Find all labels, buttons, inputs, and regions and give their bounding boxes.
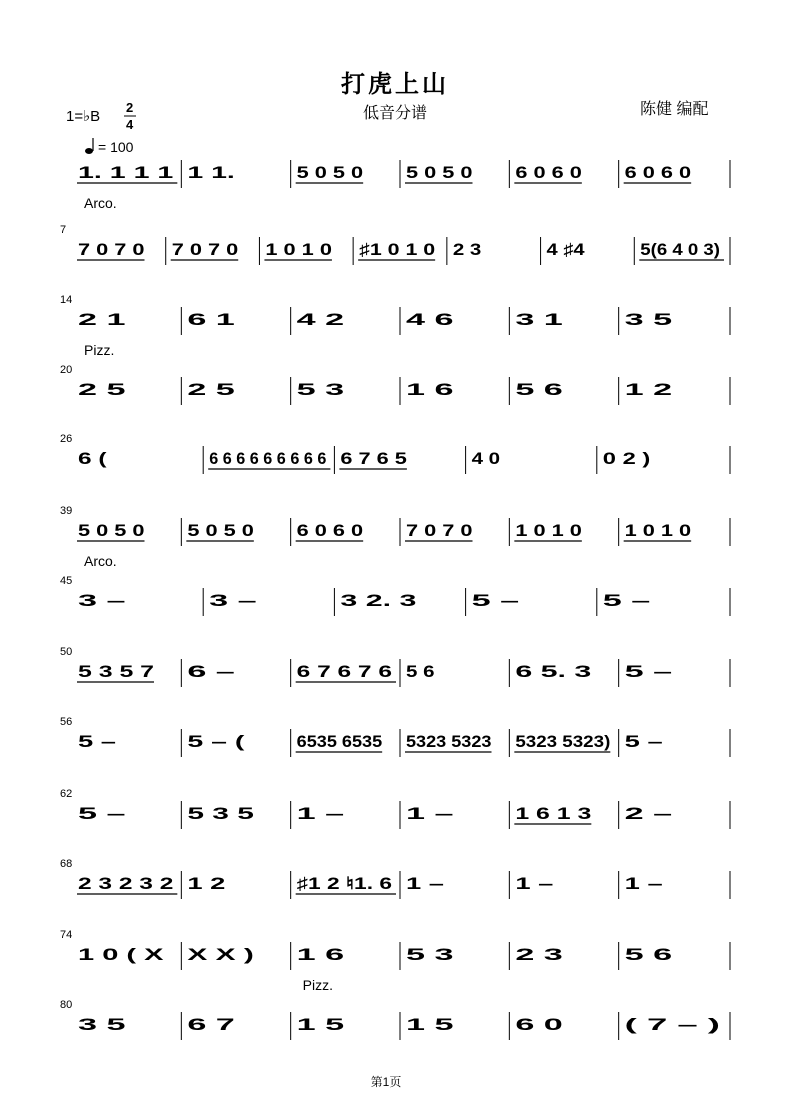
measure-number: 56 [60, 716, 73, 728]
page-title: 打虎上山 [341, 71, 449, 98]
bar-notes: 2 1 [78, 310, 126, 329]
bar-notes: 6 7 [187, 1015, 235, 1034]
bar-notes: 6 0 6 0 [515, 163, 582, 182]
bar-notes: 1 0 1 0 [624, 521, 692, 540]
bar-notes: 5 6 [624, 945, 673, 964]
bar-notes: 2 3 2 3 2 [78, 874, 174, 893]
measure-number: 50 [60, 646, 73, 658]
measure-number: 62 [60, 788, 73, 800]
bar-notes: 3 – [209, 591, 257, 610]
quarter-note-icon [85, 148, 93, 154]
bar-notes: 1 – [406, 804, 454, 823]
bar-notes: 5 3 5 [187, 804, 254, 823]
bar-notes: 5 3 [296, 380, 345, 399]
system-11 [60, 858, 730, 899]
system-7 [60, 575, 730, 616]
bar-notes: 6535 6535 [296, 732, 383, 751]
bar-notes: 6 6 6 6 6 6 6 6 6 [209, 449, 327, 468]
bar-notes: 2 5 [187, 380, 235, 399]
bar-notes: 5 – [78, 804, 126, 823]
bar-notes: 2 3 [515, 945, 563, 964]
bar-notes: 6 7 6 7 6 [296, 662, 392, 681]
bar-notes: 5 3 5 7 [78, 662, 154, 681]
bar-notes: ( 7 – ) [624, 1015, 720, 1034]
measure-number: 39 [60, 505, 73, 517]
bar-notes: 1 0 1 0 [515, 521, 582, 540]
time-signature-den: 4 [126, 117, 134, 132]
measure-number: 45 [60, 575, 73, 587]
bar-notes: 1 5 [406, 1015, 454, 1034]
measure-number: 80 [60, 999, 73, 1011]
measure-number: 74 [60, 929, 73, 941]
bar-notes: 5 0 5 0 [406, 163, 473, 182]
bar-notes: 3 – [78, 591, 126, 610]
bar-notes: 5 – [602, 591, 651, 610]
bar-notes: 6 5. 3 [515, 662, 592, 681]
bar-notes: 6 7 6 5 [340, 449, 407, 468]
playing-technique-label: Pizz. [84, 342, 115, 358]
systems-layer [60, 160, 730, 1040]
bar-notes: 5 6 [406, 662, 435, 681]
measure-number: 68 [60, 858, 73, 870]
playing-technique-label: Pizz. [302, 977, 334, 993]
measure-number: 14 [60, 294, 73, 306]
bar-notes: 1 6 [296, 945, 345, 964]
bar-notes: 2 3 [452, 240, 482, 259]
bar-notes: 1 – [624, 874, 663, 893]
bar-notes: 1 0 1 0 [265, 240, 332, 259]
bar-notes: 5(6 4 0 3) [640, 240, 720, 259]
system-8 [60, 646, 730, 687]
part-subtitle: 低音分谱 [362, 105, 428, 122]
bar-notes: 6 1 [187, 310, 235, 329]
system-2 [60, 224, 730, 265]
page-number: 第1页 [370, 1075, 402, 1089]
bar-notes: X X ) [187, 945, 254, 964]
bar-notes: 1 – [515, 874, 554, 893]
bar-notes: 1 6 [406, 380, 454, 399]
bar-notes: 4 2 [296, 310, 345, 329]
bar-notes: 5 3 [406, 945, 454, 964]
bar-notes: 0 2 ) [602, 449, 651, 468]
bar-notes: ♯1 0 1 0 [359, 240, 436, 259]
bar-notes: 1 – [296, 804, 345, 823]
bar-notes: 4 0 [471, 449, 501, 468]
bar-notes: 6 ( [78, 449, 107, 468]
bar-notes: 1 – [406, 874, 444, 893]
bar-notes: 5 0 5 0 [296, 163, 364, 182]
bar-notes: ♯1 2 ♮1. 6 [296, 874, 392, 893]
bar-notes: 3 1 [515, 310, 563, 329]
bar-notes: 5 – [78, 732, 116, 751]
bar-notes: 2 5 [78, 380, 126, 399]
bar-notes: 7 0 7 0 [78, 240, 145, 259]
bar-notes: 5323 5323) [515, 732, 611, 751]
system-4 [60, 364, 730, 405]
bar-notes: 5 0 5 0 [78, 521, 145, 540]
bar-notes: 6 – [187, 662, 235, 681]
bar-notes: 1 1. [187, 163, 235, 182]
bar-notes: 6 0 [515, 1015, 563, 1034]
playing-technique-label: Arco. [84, 553, 117, 569]
bar-notes: 4 ♯4 [546, 240, 586, 259]
bar-notes: 1 2 [624, 380, 673, 399]
measure-number: 26 [60, 433, 73, 445]
bar-notes: 5323 5323 [406, 732, 492, 751]
system-9 [60, 716, 730, 757]
time-signature-num: 2 [126, 100, 134, 115]
bar-notes: 3 5 [78, 1015, 126, 1034]
system-13 [60, 999, 730, 1040]
bar-notes: 1 6 1 3 [515, 804, 592, 823]
bar-notes: 1 0 ( X [78, 945, 165, 964]
bar-notes: 5 6 [515, 380, 563, 399]
bar-notes: 5 – [624, 662, 673, 681]
system-10 [60, 788, 730, 829]
bar-notes: 7 0 7 0 [171, 240, 239, 259]
system-5 [60, 433, 730, 474]
measure-number: 20 [60, 364, 73, 376]
bar-notes: 5 0 5 0 [187, 521, 254, 540]
system-6 [60, 505, 730, 569]
bar-notes: 2 – [624, 804, 673, 823]
bar-notes: 1. 1 1 1 [78, 163, 174, 182]
measure-number: 7 [60, 224, 67, 236]
bar-notes: 5 – [471, 591, 520, 610]
arranger: 陈健 编配 [640, 101, 709, 118]
bar-notes: 5 – [624, 732, 663, 751]
bar-notes: 6 0 6 0 [624, 163, 692, 182]
system-3 [60, 294, 730, 358]
bar-notes: 5 – ( [187, 732, 245, 751]
system-1 [77, 160, 730, 211]
playing-technique-label: Arco. [84, 195, 117, 211]
bar-notes: 3 2. 3 [340, 591, 417, 610]
bar-notes: 4 6 [406, 310, 454, 329]
system-12 [60, 929, 730, 993]
bar-notes: 6 0 6 0 [296, 521, 364, 540]
key-signature: 1=♭B [66, 108, 101, 125]
bar-notes: 1 2 [187, 874, 226, 893]
bar-notes: 3 5 [624, 310, 673, 329]
bar-notes: 1 5 [296, 1015, 345, 1034]
bar-notes: 7 0 7 0 [406, 521, 473, 540]
tempo-marking: = 100 [98, 139, 134, 155]
